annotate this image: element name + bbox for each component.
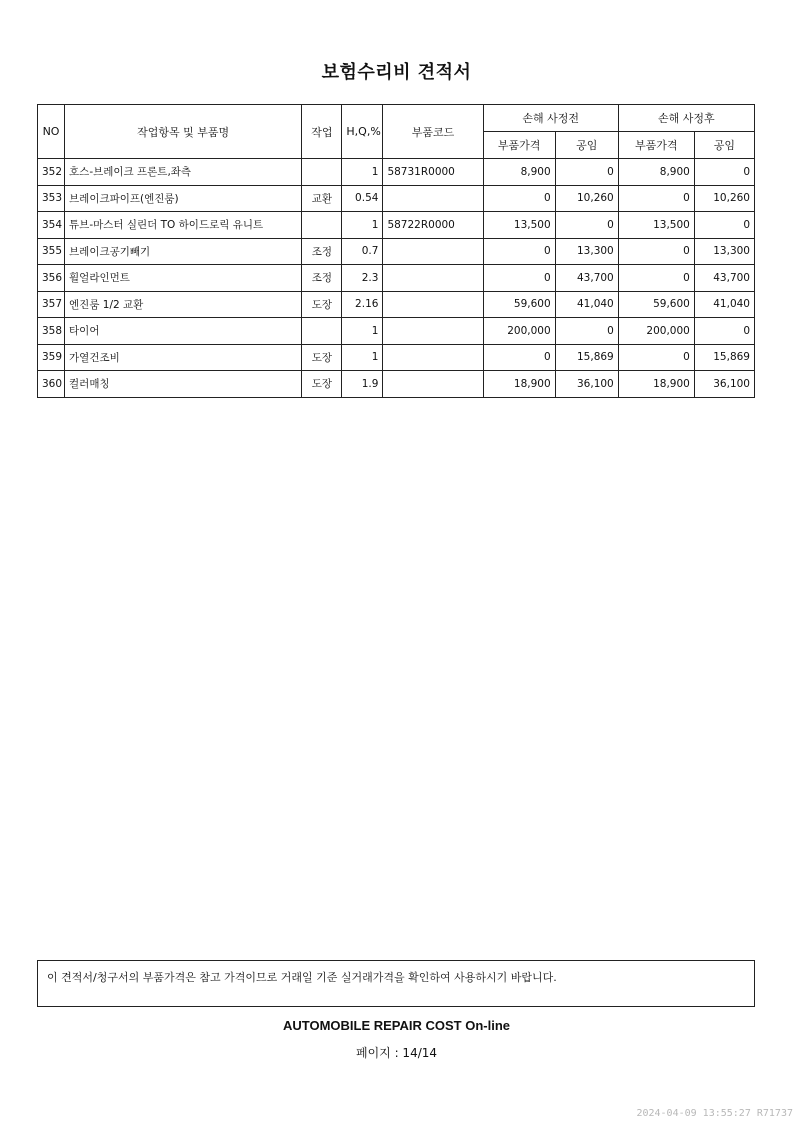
row-no — [38, 318, 65, 345]
header-row-1 — [38, 105, 755, 132]
row-before-part-price: 200,000 — [483, 318, 555, 345]
row-before-labor: 0 — [555, 212, 618, 239]
row-after-part-price: 13,500 — [618, 212, 694, 239]
row-after-labor: 41,040 — [694, 291, 754, 318]
header-before-part-price: 부품가격 — [483, 132, 555, 159]
row-no-number: 360 — [42, 377, 63, 390]
row-after-labor: 0 — [694, 318, 754, 345]
row-after-part-price: 0 — [618, 185, 694, 212]
row-after-labor: 43,700 — [694, 265, 754, 292]
header-after-labor: 공임 — [694, 132, 754, 159]
row-hq: 1 — [342, 318, 383, 345]
row-work — [302, 159, 342, 186]
document-title: 보험수리비 견적서 — [321, 62, 472, 83]
row-no-number: 352 — [42, 165, 63, 178]
header-before-assessment: 손해 사정전 — [483, 105, 618, 132]
table-row — [38, 265, 755, 292]
row-item-name: 호스-브레이크 프론트,좌측 — [65, 159, 302, 186]
row-work: 도장 — [302, 344, 342, 371]
row-no-number: 354 — [42, 218, 63, 231]
row-part-code: 58722R0000 — [383, 212, 483, 239]
row-no-number: 357 — [42, 298, 63, 311]
row-no-number: 358 — [42, 324, 63, 337]
table-row — [38, 159, 755, 186]
row-part-code — [383, 238, 483, 265]
row-after-labor: 0 — [694, 159, 754, 186]
table-row — [38, 291, 755, 318]
row-no-number: 356 — [42, 271, 63, 284]
row-work — [302, 318, 342, 345]
row-work: 조정 — [302, 265, 342, 292]
row-before-part-price: 0 — [483, 185, 555, 212]
print-timestamp: 2024-04-09 13:55:27 R71737 — [636, 1108, 793, 1119]
table-row — [38, 238, 755, 265]
row-before-part-price: 0 — [483, 238, 555, 265]
row-no-number: 359 — [42, 351, 63, 364]
row-before-labor: 13,300 — [555, 238, 618, 265]
table-row — [38, 344, 755, 371]
row-after-part-price: 8,900 — [618, 159, 694, 186]
row-before-labor: 41,040 — [555, 291, 618, 318]
table-row — [38, 212, 755, 239]
row-no — [38, 185, 65, 212]
header-after-assessment: 손해 사정후 — [618, 105, 754, 132]
row-no — [38, 371, 65, 398]
row-hq: 0.7 — [342, 238, 383, 265]
row-item-name: 엔진룸 1/2 교환 — [65, 291, 302, 318]
row-before-part-price: 0 — [483, 344, 555, 371]
row-part-code — [383, 291, 483, 318]
row-after-part-price: 200,000 — [618, 318, 694, 345]
row-hq: 1 — [342, 344, 383, 371]
row-hq: 1 — [342, 212, 383, 239]
row-part-code — [383, 344, 483, 371]
table-row — [38, 371, 755, 398]
row-no — [38, 159, 65, 186]
header-after-part-price: 부품가격 — [618, 132, 694, 159]
row-after-part-price: 0 — [618, 238, 694, 265]
row-no-number: 355 — [42, 245, 63, 258]
header-work: 작업 — [302, 105, 342, 159]
row-item-name: 브레이크공기빼기 — [65, 238, 302, 265]
row-hq: 1 — [342, 159, 383, 186]
header-before-labor: 공임 — [555, 132, 618, 159]
row-part-code — [383, 371, 483, 398]
row-before-part-price: 0 — [483, 265, 555, 292]
table-row — [38, 318, 755, 345]
row-before-part-price: 59,600 — [483, 291, 555, 318]
header-part-code: 부품코드 — [383, 105, 483, 159]
row-no — [38, 344, 65, 371]
row-hq: 0.54 — [342, 185, 383, 212]
row-before-labor: 0 — [555, 318, 618, 345]
row-after-part-price: 0 — [618, 265, 694, 292]
row-part-code — [383, 185, 483, 212]
row-part-code: 58731R0000 — [383, 159, 483, 186]
row-before-part-price: 8,900 — [483, 159, 555, 186]
header-hq: H,Q,% — [342, 105, 383, 159]
footer-brand: AUTOMOBILE REPAIR COST On-line — [282, 1018, 511, 1033]
row-work: 도장 — [302, 291, 342, 318]
row-after-labor: 15,869 — [694, 344, 754, 371]
row-hq: 1.9 — [342, 371, 383, 398]
row-before-part-price: 18,900 — [483, 371, 555, 398]
row-before-labor: 0 — [555, 159, 618, 186]
estimate-table — [37, 104, 755, 398]
row-part-code — [383, 265, 483, 292]
notice-text: 이 견적서/청구서의 부품가격은 참고 가격이므로 거래일 기준 실거래가격을 확인하여 사용하시기 바랍니다. — [47, 971, 557, 984]
row-hq: 2.16 — [342, 291, 383, 318]
row-before-labor: 43,700 — [555, 265, 618, 292]
row-item-name: 휠얼라인먼트 — [65, 265, 302, 292]
row-item-name: 컬러매칭 — [65, 371, 302, 398]
row-item-name: 브레이크파이프(엔진룸) — [65, 185, 302, 212]
row-before-part-price: 13,500 — [483, 212, 555, 239]
row-part-code — [383, 318, 483, 345]
row-work: 도장 — [302, 371, 342, 398]
row-after-labor: 0 — [694, 212, 754, 239]
notice-box — [37, 960, 755, 1007]
row-item-name: 튜브-마스터 실린더 TO 하이드로릭 유니트 — [65, 212, 302, 239]
row-item-name: 가열건조비 — [65, 344, 302, 371]
row-after-labor: 13,300 — [694, 238, 754, 265]
row-after-part-price: 59,600 — [618, 291, 694, 318]
page-indicator: 페이지 : 14/14 — [355, 1046, 438, 1060]
row-after-part-price: 0 — [618, 344, 694, 371]
table-row — [38, 185, 755, 212]
row-before-labor: 15,869 — [555, 344, 618, 371]
row-no-number: 353 — [42, 192, 63, 205]
row-after-labor: 36,100 — [694, 371, 754, 398]
row-work: 교환 — [302, 185, 342, 212]
row-no — [38, 291, 65, 318]
header-no: NO — [38, 105, 65, 159]
row-no — [38, 238, 65, 265]
row-work: 조정 — [302, 238, 342, 265]
header-item-name: 작업항목 및 부품명 — [65, 105, 302, 159]
row-hq: 2.3 — [342, 265, 383, 292]
row-before-labor: 10,260 — [555, 185, 618, 212]
row-before-labor: 36,100 — [555, 371, 618, 398]
row-no — [38, 265, 65, 292]
row-no — [38, 212, 65, 239]
row-after-labor: 10,260 — [694, 185, 754, 212]
row-item-name: 타이어 — [65, 318, 302, 345]
row-work — [302, 212, 342, 239]
row-after-part-price: 18,900 — [618, 371, 694, 398]
